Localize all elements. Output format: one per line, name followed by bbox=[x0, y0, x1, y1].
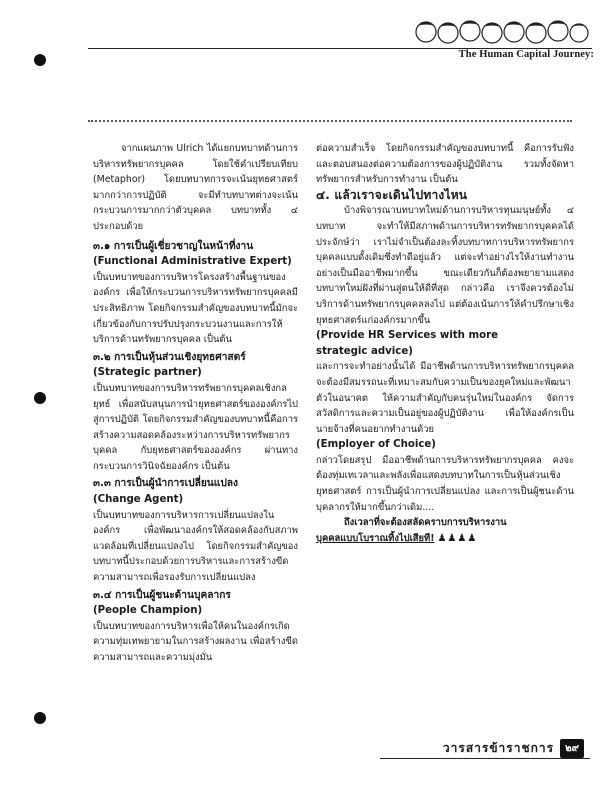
section-body-2: และการจะทำอย่างนั้นได้ มีอาชีพด้านการบริหารทรัพยากรบุคคลจะต้องมีสมรรถนะที่เหมาะสมกับความเป็นของยุคใหม่และพัฒนาตัวในอนาคต ให้ความสำคัญกับคนรุ่นใหม่ในองค์กร จัดการสวัสดิการและความเป็นอยู่ของผู้ปฏิบัติงาน เพื่อให้องค์กรเป็นนายจ้างที่คนอยากทำงานด้วย bbox=[316, 361, 574, 435]
footer-rule bbox=[380, 758, 590, 759]
right-column bbox=[316, 141, 574, 546]
item2-english: (Strategic partner) bbox=[93, 367, 202, 379]
closing-line-2: บุคคลแบบโบราณทิ้งไปเสียที! bbox=[316, 532, 435, 544]
item3-heading: ๓.๓ การเป็นผู้นำการเปลี่ยนแปลง bbox=[93, 478, 239, 490]
dotted-divider bbox=[88, 120, 572, 122]
item4-heading: ๓.๔ การเป็นผู้ชนะด้านบุคลากร bbox=[93, 589, 231, 601]
section-body-3: กล่าวโดยสรุป มืออาชีพด้านการบริหารทรัพยากรบุคคล คงจะต้องทุ่มเทเวลาและพลังเพื่อแสดงบทบาทในการเป็นหุ้นส่วนเชิงยุทธศาสตร์ การเป็นผู้นำการเปลี่ยนแปลง และการเป็นผู้ชนะด้านบุคลากรให้มากขึ้นกว่าเดิม.... bbox=[316, 454, 574, 513]
section-heading: ๔. แล้วเราจะเดินไปทางไหน bbox=[316, 187, 468, 202]
binder-hole-middle bbox=[34, 392, 46, 404]
item1-english: (Functional Administrative Expert) bbox=[93, 256, 292, 268]
magazine-name: วารสารข้าราชการ bbox=[442, 741, 555, 755]
item4-body: เป็นบทบาทของการบริหารเพื่อให้คนในองค์กรเกิดความทุ่มเทพยายามในการสร้างผลงาน เพื่อสร้างขีดความสามารถและความมุ่งมั่น bbox=[93, 620, 298, 663]
closing-line-2-wrap bbox=[316, 531, 574, 547]
section-body: บ้างพิจารณาบทบาทใหม่ด้านการบริหารทุนมนุษย์ทั้ง ๔ บทบาท จะทำให้มีสภาพด้านการบริหารทรัพยากรบุคคลได้ประจักษ์ว่า เราไม่จำเป็นต้องละทิ้งบทบาทการบริหารทรัพยากรบุคคลแบบดั้งเดิมซึ่งทำดีอยู่แล้ว แต่จะทำอย่างไรให้งานทำงานอย่างเป็นมืออาชีพมากขึ้น ขณะเดียวกันก็ต้องพยายามแสดงบทบาทใหม่ฝังที่ผ่านสู่ตนให้ดีที่สุด กล่าวคือ เราจึงควรต้องไม่บริการด้านทรัพยากรบุคคลลงไป แต่ต้องเน้นการให้คำปรึกษาเชิงยุทธศาสตร์แก่องค์กรมากขึ้น bbox=[316, 205, 574, 326]
footer bbox=[443, 739, 584, 758]
journal-title: The Human Capital Journey: bbox=[458, 49, 594, 60]
item2-heading: ๓.๒ การเป็นหุ้นส่วนเชิงยุทธศาสตร์ bbox=[93, 351, 246, 363]
item2-body: เป็นบทบาทของการบริหารทรัพยากรบุคคลเชิงกลยุทธ์ เพื่อสนับสนุนการนำยุทธศาสตร์ขององค์กรไปสู่การปฏิบัติ โดยกิจกรรมสำคัญของบทบาทนี้คือการสร้างความสอดคล้องระหว่างการบริหารทรัพยากรบุคคล กับยุทธศาสตร์ขององค์กร ผ่านทางกระบวนการวินิจฉัยองค์กร เป็นต้น bbox=[93, 382, 298, 472]
item3-english: (Change Agent) bbox=[93, 494, 184, 506]
continued-paragraph: ต่อความสำเร็จ โดยกิจกรรมสำคัญของบทบาทนี้ คือการรับฟังและตอบสนองต่อความต้องการของผู้ปฏิบัติงาน รวมทั้งจัดหาทรัพยากรสำหรับการทำงาน เป็นต้น bbox=[316, 143, 574, 186]
face-icon bbox=[570, 24, 588, 42]
binder-hole-bottom bbox=[34, 712, 46, 724]
quote-english-line2: strategic advice) bbox=[316, 345, 413, 357]
page-number: ๒๙ bbox=[560, 739, 584, 758]
left-column bbox=[93, 141, 298, 666]
item3-body: เป็นบทบาทของการบริหารการเปลี่ยนแปลงในองค์กร เพื่อพัฒนาองค์กรให้สอดคล้องกับสภาพแวดล้อมที่เปลี่ยนแปลงไป โดยกิจกรรมสำคัญของบทบาทนี้ประกอบด้วยการบริหารและการสร้างขีดความสามารถเพื่อรองรับการเปลี่ยนแปลง bbox=[93, 509, 298, 584]
item4-english: (People Champion) bbox=[93, 605, 203, 617]
people-group-icon: ♟♟♟♟ bbox=[437, 532, 478, 544]
item1-heading: ๓.๑ การเป็นผู้เชี่ยวชาญในหน้าที่งาน bbox=[93, 240, 254, 252]
quote-english-line1: (Provide HR Services with more bbox=[316, 330, 499, 342]
employer-of-choice: (Employer of Choice) bbox=[316, 439, 436, 451]
binder-hole-top bbox=[34, 54, 46, 66]
intro-paragraph: จากแผนภาพ Ulrich ได้แยกบทบาทด้านการบริหารทรัพยากรบุคคล โดยใช้คำเปรียบเทียบ (Metaphor) โดยบทบาทการจะเน้นยุทธศาสตร์มากกว่าการปฏิบัติ จะมีทำบทบาทต่างจะเน้นกระบวนการมากกว่าตัวบุคคล บทบาททั้ง ๔ ประกอบด้วย bbox=[93, 143, 298, 232]
item1-body: เป็นบทบาทของการบริหารโครงสร้างพื้นฐานขององค์กร เพื่อให้กระบวนการบริหารทรัพยากรบุคคลมีประสิทธิภาพ โดยกิจกรรมสำคัญของบทบาทนี้มักจะเกี่ยวข้องกับการปรับปรุงกระบวนงานและการให้บริการด้านทรัพยากรบุคคล เป็นต้น bbox=[93, 271, 298, 346]
header-faces-illustration bbox=[411, 16, 591, 49]
closing-line-1: ถึงเวลาที่จะต้องสลัดคราบการบริหารงาน bbox=[344, 517, 507, 529]
